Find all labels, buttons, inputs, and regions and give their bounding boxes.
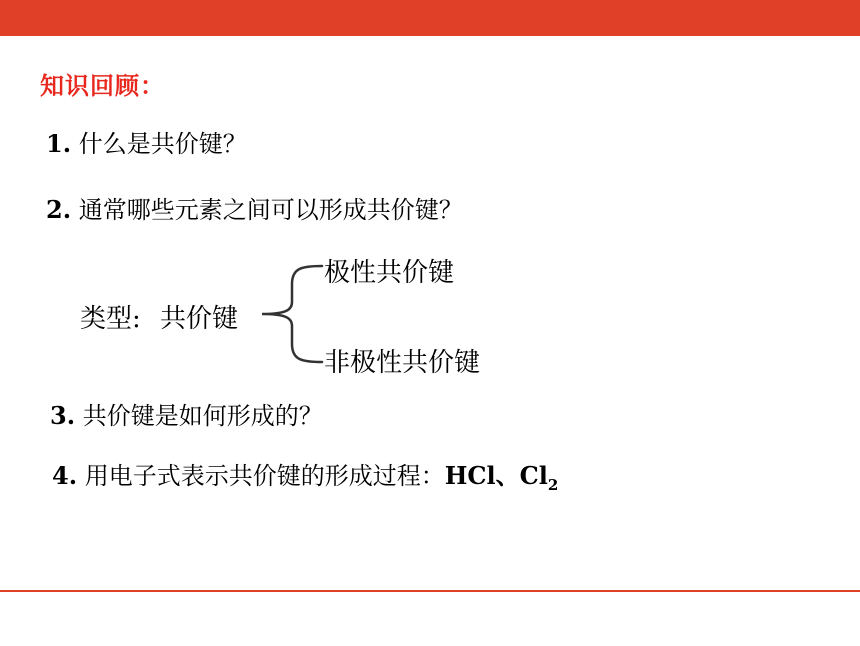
curly-brace-icon [258, 262, 328, 366]
question-1-number: 1. [46, 129, 72, 158]
question-4 [52, 456, 558, 494]
top-accent-bar [0, 0, 860, 36]
question-3-text: 共价键是如何形成的？ [75, 402, 323, 430]
question-3 [50, 396, 323, 431]
classification-label: 类型: [80, 304, 141, 334]
question-1 [46, 124, 247, 159]
question-4-text: 用电子式表示共价键的形成过程： [77, 462, 445, 490]
section-heading: 知识回顾： [40, 72, 165, 100]
question-3-number: 3. [50, 401, 76, 430]
question-2-number: 2. [46, 195, 72, 224]
question-4-number: 4. [52, 461, 78, 490]
formula-subscript: 2 [547, 476, 559, 494]
bottom-divider [0, 590, 860, 592]
classification-term: 共价键 [160, 304, 239, 334]
question-4-formula [444, 461, 559, 494]
question-2-text: 通常哪些元素之间可以形成共价键？ [71, 196, 463, 224]
branch-nonpolar-covalent: 非极性共价键 [324, 348, 481, 378]
question-1-text: 什么是共价键？ [71, 130, 247, 158]
formula-main: HCl、Cl [444, 461, 548, 490]
branch-polar-covalent: 极性共价键 [324, 258, 455, 288]
question-2 [46, 190, 463, 225]
